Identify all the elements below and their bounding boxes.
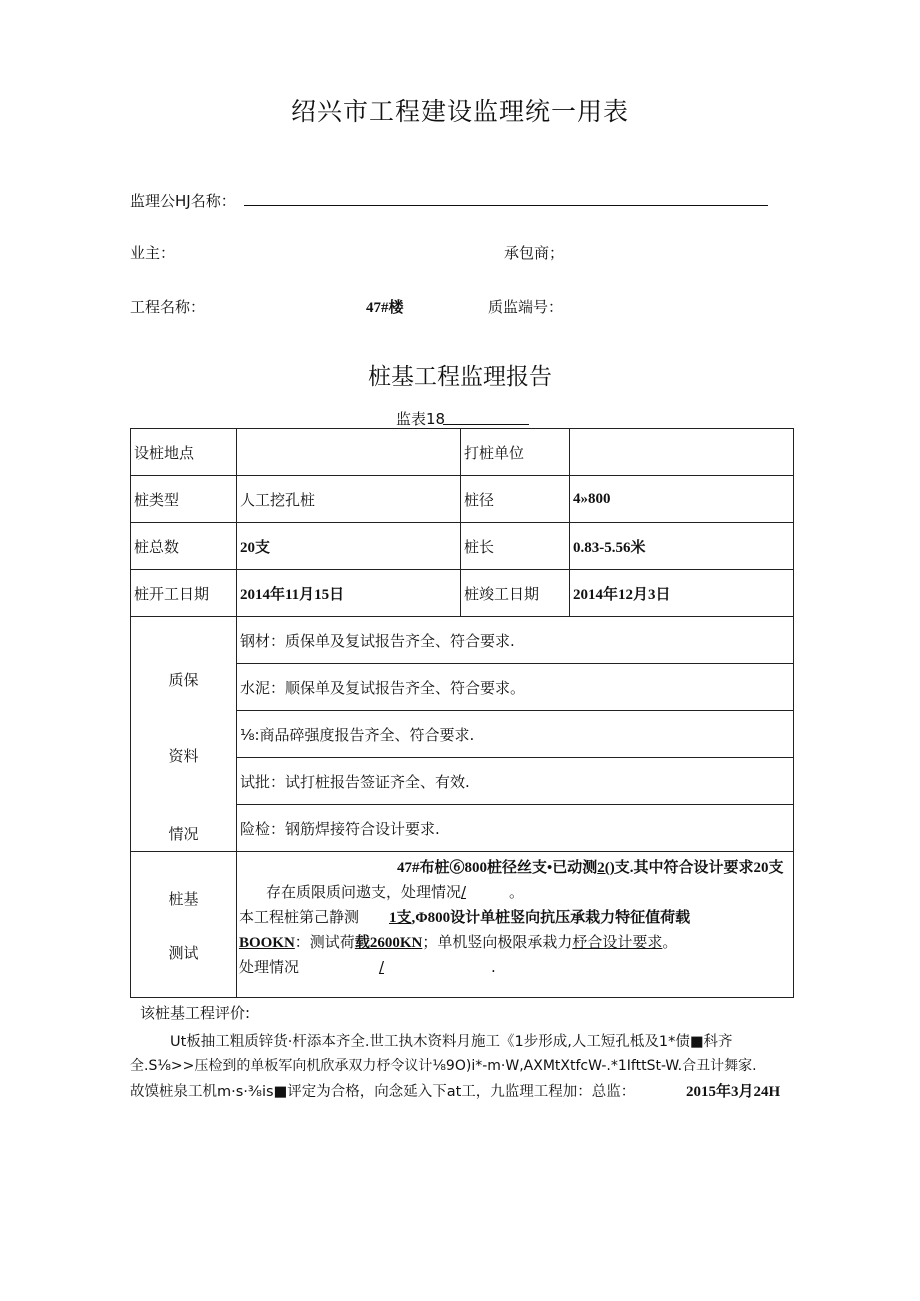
- report-title: 桩基工程监理报告: [368, 364, 552, 390]
- start-date-value: 2014年11月15日: [236, 570, 460, 617]
- test-line-4: BOOKN：测试荷载2600KN；单机竖向极限承栽力杼合设计要求。: [238, 933, 678, 951]
- pile-test-label: 桩基 测试: [131, 852, 237, 998]
- main-title: 绍兴市工程建设监理统一用表: [290, 97, 629, 126]
- completion-date-label: 桩竣工日期: [460, 570, 569, 617]
- evaluation-line-1: Ut板抽工粗质锌货·杆添本齐全.世工执木资料月施工《1步形成,人工短孔柢及1*债■科齐: [170, 1034, 733, 1050]
- pile-type-value: 人工挖孔桩: [236, 476, 460, 523]
- contractor-label: 承包商；: [504, 244, 565, 262]
- table-row: [131, 570, 794, 617]
- table-row: [131, 523, 794, 570]
- project-name-value: 47#楼: [366, 300, 404, 316]
- quality-item-trial-pile: 试批：试打桩报告签证齐全、有效.: [236, 758, 793, 805]
- test-line-3: 本工程桩第己静测 1支,Φ800设计单桩竖向抗压承栽力特征值荷载: [238, 908, 691, 926]
- pile-diameter-value: 4»800: [569, 476, 793, 523]
- evaluation-line-3: 故馍桩泉工机m·s·⅜is■评定为合格，向念延入下at工，九监理工程加：总监：: [130, 1084, 636, 1100]
- quality-item-cement: 水泥：顺保单及复试报告齐全、符合要求。: [236, 664, 793, 711]
- pile-test-content: [236, 852, 793, 998]
- table-row: [131, 429, 794, 476]
- pile-location-label: 设桩地点: [131, 429, 237, 476]
- quality-item-steel: 钢材：质保单及复试报告齐全、符合要求.: [236, 617, 793, 664]
- evaluation-date: 2015年3月24H: [686, 1084, 781, 1100]
- pile-type-label: 桩类型: [131, 476, 237, 523]
- test-line-1: 47#布桩⑥800桩径丝支•已动测2()支.其中符合设计要求20支: [396, 860, 784, 876]
- quality-docs-label: 质保 资料 情况: [131, 617, 237, 852]
- pile-diameter-label: 桩径: [460, 476, 569, 523]
- quality-item-concrete: ⅛:商品碎强度报告齐全、符合要求.: [236, 711, 793, 758]
- report-table: [130, 428, 794, 998]
- supervisor-company-label: 监理公HJ名称：: [130, 192, 236, 210]
- evaluation-line-2: 全.S⅛>>压检到的单板军向机欣承双力杼令议计⅛9O)i*-m·W,AXMtXtfcW-.*1IfttSt-W.合丑计舞家.: [130, 1058, 757, 1074]
- form-code: 监表18: [396, 410, 446, 428]
- start-date-label: 桩开工日期: [131, 570, 237, 617]
- evaluation-label: 该桩基工程评价:: [140, 1004, 251, 1022]
- pile-count-label: 桩总数: [131, 523, 237, 570]
- table-row: [131, 852, 794, 998]
- pile-location-value: [236, 429, 460, 476]
- pile-count-value: 20支: [236, 523, 460, 570]
- pile-length-value: 0.83-5.56米: [569, 523, 793, 570]
- completion-date-value: 2014年12月3日: [569, 570, 793, 617]
- owner-label: 业主：: [130, 244, 176, 262]
- table-row: [131, 617, 794, 664]
- pile-length-label: 桩长: [460, 523, 569, 570]
- quality-number-label: 质监端号：: [488, 298, 564, 316]
- table-row: [131, 476, 794, 523]
- test-line-5: 处理情况 / .: [238, 958, 496, 976]
- quality-item-welding: 险检：钢筋焊接符合设计要求.: [236, 805, 793, 852]
- form-code-underline: [443, 424, 529, 425]
- supervisor-company-underline: [244, 205, 768, 206]
- piling-unit-label: 打桩单位: [460, 429, 569, 476]
- test-line-2: 存在质限质问遨支，处理情况/ 。: [265, 883, 524, 901]
- piling-unit-value: [569, 429, 793, 476]
- project-name-label: 工程名称：: [130, 298, 206, 316]
